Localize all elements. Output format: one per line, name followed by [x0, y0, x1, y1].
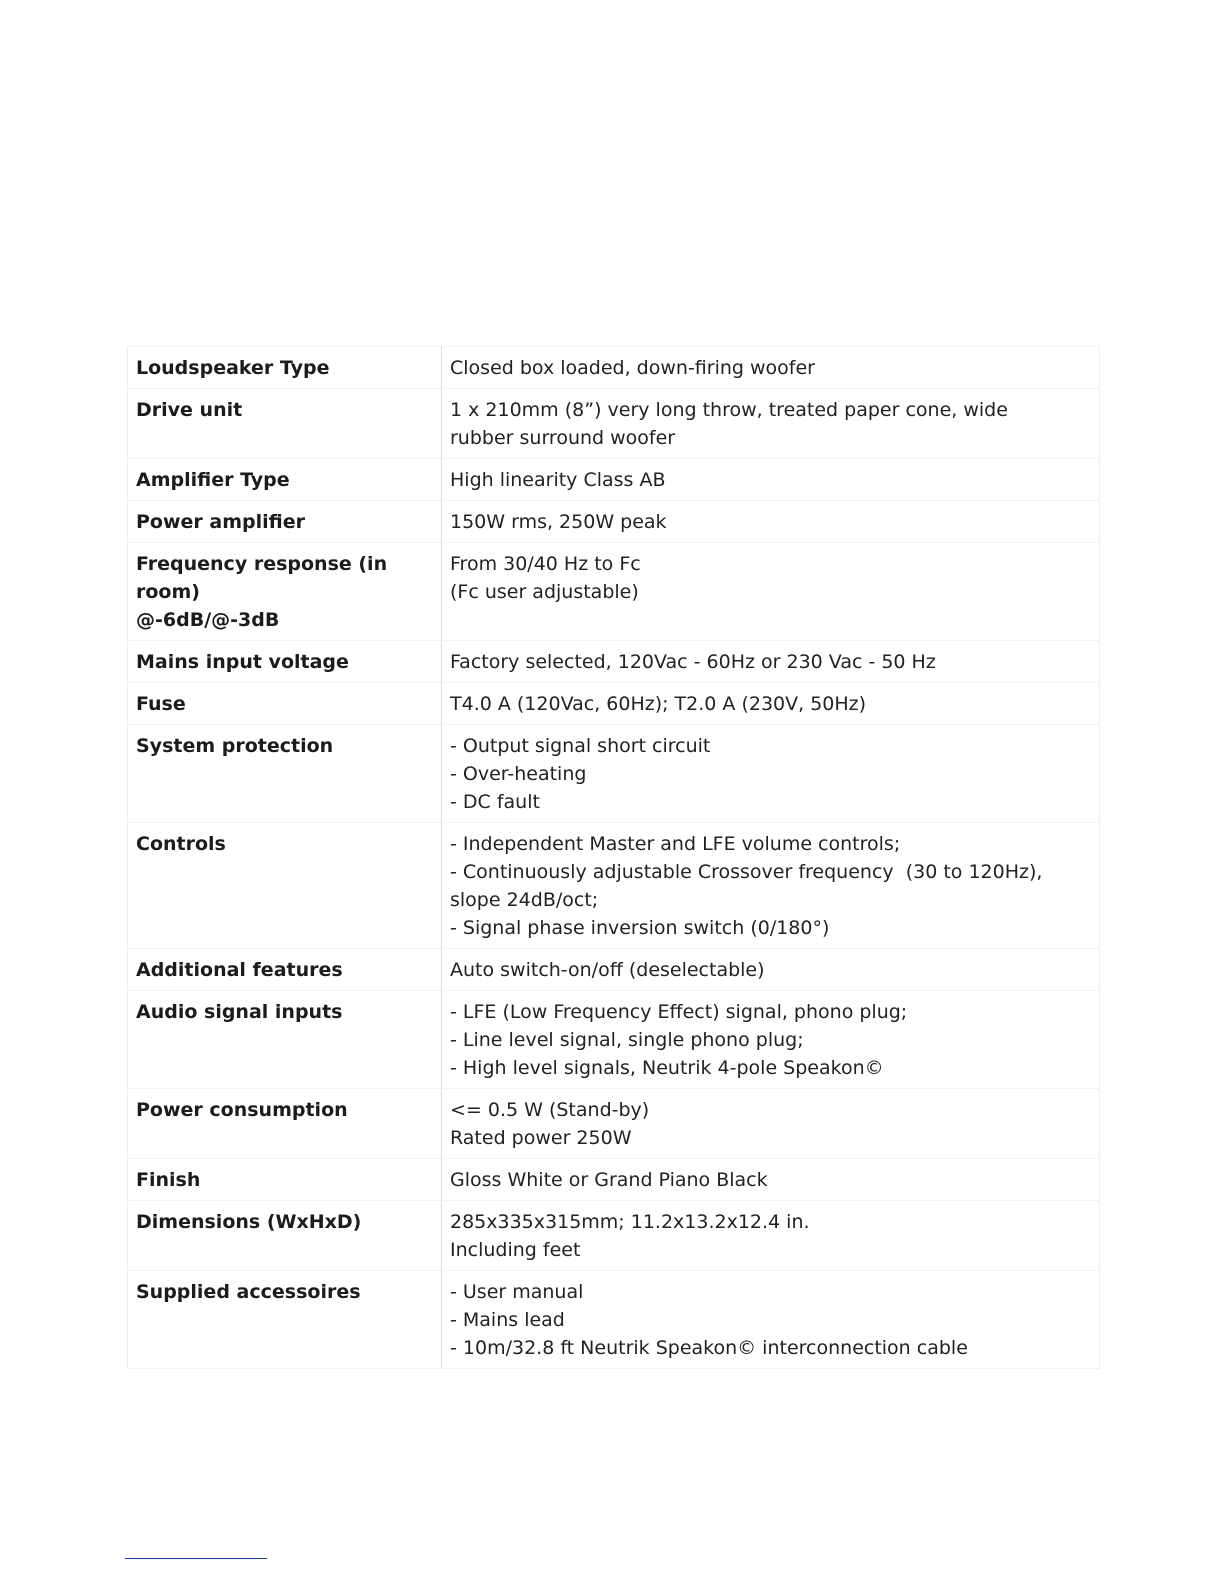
spec-row [128, 389, 1100, 459]
spec-label [128, 501, 442, 543]
spec-table [127, 346, 1100, 1369]
spec-row [128, 1089, 1100, 1159]
spec-label-line: Finish [136, 1169, 201, 1191]
spec-value [442, 389, 1100, 459]
spec-label-line: Drive unit [136, 399, 243, 421]
spec-value [442, 1159, 1100, 1201]
spec-row [128, 1271, 1100, 1369]
spec-value [442, 641, 1100, 683]
spec-value-line: - Continuously adjustable Crossover frequency (30 to 120Hz), [450, 861, 1043, 883]
spec-row [128, 641, 1100, 683]
spec-value [442, 347, 1100, 389]
spec-value-line: - High level signals, Neutrik 4-pole Speakon© [450, 1057, 884, 1079]
spec-label [128, 725, 442, 823]
spec-label [128, 683, 442, 725]
spec-value [442, 991, 1100, 1089]
spec-label-line: Power amplifier [136, 511, 305, 533]
spec-label [128, 1271, 442, 1369]
spec-value-line: - Mains lead [450, 1309, 565, 1331]
spec-value [442, 543, 1100, 641]
spec-value [442, 1271, 1100, 1369]
spec-value [442, 725, 1100, 823]
spec-label [128, 823, 442, 949]
spec-value-line: - Independent Master and LFE volume controls; [450, 833, 901, 855]
spec-value-line: - User manual [450, 1281, 584, 1303]
spec-label [128, 389, 442, 459]
spec-value-line: Including feet [450, 1239, 581, 1261]
spec-row [128, 683, 1100, 725]
spec-label [128, 949, 442, 991]
footnote-separator [125, 1558, 267, 1559]
spec-label-line: Fuse [136, 693, 186, 715]
spec-label [128, 347, 442, 389]
spec-value-line: <= 0.5 W (Stand-by) [450, 1099, 650, 1121]
spec-label [128, 641, 442, 683]
spec-row [128, 501, 1100, 543]
spec-label [128, 459, 442, 501]
spec-value-line: slope 24dB/oct; [450, 889, 599, 911]
spec-value-line: From 30/40 Hz to Fc [450, 553, 641, 575]
spec-value-line: Factory selected, 120Vac - 60Hz or 230 Vac - 50 Hz [450, 651, 936, 673]
spec-row [128, 991, 1100, 1089]
spec-label [128, 991, 442, 1089]
spec-row [128, 459, 1100, 501]
spec-label-line: Frequency response (in room) [136, 553, 394, 603]
spec-value-line: 150W rms, 250W peak [450, 511, 667, 533]
spec-value [442, 823, 1100, 949]
spec-value-line: T4.0 A (120Vac, 60Hz); T2.0 A (230V, 50Hz) [450, 693, 867, 715]
spec-value-line: Gloss White or Grand Piano Black [450, 1169, 768, 1191]
spec-value-line: - Signal phase inversion switch (0/180°) [450, 917, 830, 939]
spec-value-line: - 10m/32.8 ft Neutrik Speakon© interconnection cable [450, 1337, 968, 1359]
spec-label-line: Audio signal inputs [136, 1001, 343, 1023]
spec-row [128, 725, 1100, 823]
spec-row [128, 347, 1100, 389]
spec-value-line: rubber surround woofer [450, 427, 676, 449]
spec-row [128, 1159, 1100, 1201]
spec-label [128, 543, 442, 641]
spec-label-line: Mains input voltage [136, 651, 349, 673]
spec-row [128, 949, 1100, 991]
spec-value-line: - LFE (Low Frequency Effect) signal, phono plug; [450, 1001, 908, 1023]
spec-row [128, 543, 1100, 641]
spec-label-line: @-6dB/@-3dB [136, 609, 280, 631]
spec-label [128, 1159, 442, 1201]
spec-value-line: - DC fault [450, 791, 540, 813]
spec-value-line: - Over-heating [450, 763, 587, 785]
spec-value-line: 285x335x315mm; 11.2x13.2x12.4 in. [450, 1211, 810, 1233]
spec-value [442, 459, 1100, 501]
spec-label-line: Additional features [136, 959, 343, 981]
spec-value-line: Rated power 250W [450, 1127, 632, 1149]
spec-label [128, 1201, 442, 1271]
spec-value-line: 1 x 210mm (8”) very long throw, treated paper cone, wide [450, 399, 1008, 421]
spec-value-line: - Output signal short circuit [450, 735, 711, 757]
spec-label-line: System protection [136, 735, 334, 757]
spec-value-line: Closed box loaded, down-firing woofer [450, 357, 815, 379]
spec-value [442, 683, 1100, 725]
spec-value-line: Auto switch-on/off (deselectable) [450, 959, 765, 981]
spec-label-line: Dimensions (WxHxD) [136, 1211, 362, 1233]
spec-label [128, 1089, 442, 1159]
spec-label-line: Loudspeaker Type [136, 357, 330, 379]
spec-label-line: Controls [136, 833, 226, 855]
spec-value-line: - Line level signal, single phono plug; [450, 1029, 804, 1051]
spec-value-line: High linearity Class AB [450, 469, 666, 491]
spec-label-line: Power consumption [136, 1099, 348, 1121]
spec-value [442, 949, 1100, 991]
spec-row [128, 1201, 1100, 1271]
spec-value-line: (Fc user adjustable) [450, 581, 639, 603]
spec-value [442, 501, 1100, 543]
spec-label-line: Supplied accessoires [136, 1281, 361, 1303]
spec-value [442, 1201, 1100, 1271]
spec-label-line: Amplifier Type [136, 469, 290, 491]
spec-value [442, 1089, 1100, 1159]
spec-row [128, 823, 1100, 949]
